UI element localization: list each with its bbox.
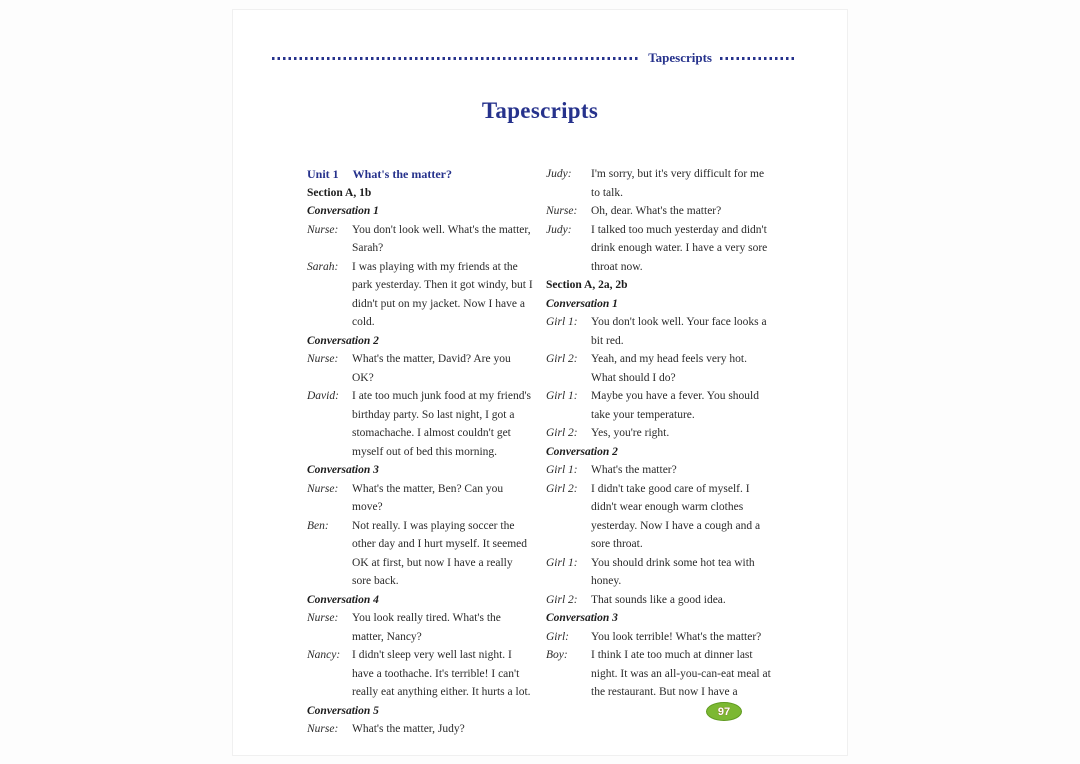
dotted-rule-right xyxy=(720,57,796,60)
speaker-label: Nurse: xyxy=(307,353,339,365)
conversation-heading: Conversation 5 xyxy=(307,704,379,717)
unit-title: What's the matter? xyxy=(352,167,452,181)
conversation-heading: Conversation 1 xyxy=(307,205,379,217)
speaker-label: Nurse: xyxy=(307,482,339,495)
dialogue-line xyxy=(546,221,773,277)
dialogue-text: Maybe you have a fever. You should take your temperature. xyxy=(591,390,760,421)
dialogue-line xyxy=(546,628,773,647)
tapescript-columns xyxy=(307,165,773,739)
speaker-label: Girl: xyxy=(546,630,569,643)
dialogue-text: You don't look well. What's the matter, Sarah? xyxy=(352,223,531,254)
dialogue-text: Not really. I was playing soccer the other day and I hurt myself. It seemed OK at first, but now I have a really sore back. xyxy=(352,519,527,587)
left-column xyxy=(307,165,534,739)
dialogue-line xyxy=(307,646,534,702)
speaker-label: Nurse: xyxy=(307,223,339,236)
dialogue-text: What's the matter? xyxy=(591,464,677,476)
dialogue-line xyxy=(546,313,773,350)
dialogue-line xyxy=(307,350,534,387)
speaker-label: Sarah: xyxy=(307,260,339,273)
dialogue-line xyxy=(546,480,773,554)
speaker-label: Nurse: xyxy=(307,723,339,735)
dialogue-text: I didn't take good care of myself. I didn't wear enough warm clothes yesterday. Now I have a cough and a sore throat. xyxy=(591,482,761,550)
dialogue-text: What's the matter, David? Are you OK? xyxy=(352,353,511,384)
section-heading: Section A, 1b xyxy=(307,186,372,199)
dialogue-text: I think I ate too much at dinner last night. It was an all-you-can-eat meal at the restaurant. But now I have a xyxy=(591,649,771,698)
page-header-rule xyxy=(272,50,796,66)
dialogue-line xyxy=(307,609,534,646)
dialogue-text: I talked too much yesterday and didn't drink enough water. I have a very sore throat now. xyxy=(591,223,768,273)
dialogue-line xyxy=(307,517,534,591)
dialogue-text: You look terrible! What's the matter? xyxy=(591,630,762,643)
conversation-heading: Conversation 2 xyxy=(307,334,379,347)
dialogue-line xyxy=(546,424,773,443)
dialogue-line xyxy=(307,480,534,517)
speaker-label: Girl 1: xyxy=(546,316,578,328)
page-number: 97 xyxy=(717,705,731,718)
dialogue-text: Oh, dear. What's the matter? xyxy=(591,205,722,217)
speaker-label: Nurse: xyxy=(307,612,339,624)
dialogue-line xyxy=(546,202,773,221)
speaker-label: Girl 2: xyxy=(546,353,578,365)
speaker-label: Nurse: xyxy=(546,205,578,217)
speaker-label: Ben: xyxy=(307,519,329,532)
speaker-label: Judy: xyxy=(546,168,572,180)
speaker-label: Girl 1: xyxy=(546,390,578,402)
header-label: Tapescripts xyxy=(648,50,712,65)
speaker-label: Girl 2: xyxy=(546,593,578,606)
unit-heading xyxy=(307,165,534,184)
speaker-label: Girl 2: xyxy=(546,482,578,495)
section-heading: Section A, 2a, 2b xyxy=(546,279,628,291)
speaker-label: David: xyxy=(307,390,339,402)
speaker-label: Girl 1: xyxy=(546,464,578,476)
dialogue-line xyxy=(307,720,534,739)
dialogue-text: You look really tired. What's the matter, Nancy? xyxy=(352,612,501,643)
dialogue-line xyxy=(307,387,534,461)
speaker-label: Boy: xyxy=(546,649,568,661)
dialogue-text: Yeah, and my head feels very hot. What should I do? xyxy=(591,353,747,384)
dialogue-line xyxy=(307,258,534,332)
right-column xyxy=(546,165,773,739)
page-title: Tapescripts xyxy=(481,98,599,123)
page-number-badge xyxy=(706,702,742,721)
dialogue-text: What's the matter, Judy? xyxy=(352,723,465,735)
conversation-heading: Conversation 1 xyxy=(546,297,618,310)
dialogue-line xyxy=(546,350,773,387)
speaker-label: Girl 2: xyxy=(546,427,578,439)
dialogue-line xyxy=(546,554,773,591)
conversation-heading: Conversation 3 xyxy=(307,464,379,476)
dialogue-text: Yes, you're right. xyxy=(591,427,670,439)
dialogue-text: I didn't sleep very well last night. I have a toothache. It's terrible! I can't really eat anything either. It hurts a lot. xyxy=(352,649,531,698)
dialogue-line xyxy=(546,646,773,702)
dialogue-text: I was playing with my friends at the park yesterday. Then it got windy, but I didn't put on my jacket. Now I have a cold. xyxy=(352,260,533,328)
dialogue-line xyxy=(307,221,534,258)
speaker-label: Judy: xyxy=(546,223,572,236)
dialogue-line xyxy=(546,387,773,424)
dialogue-text: You don't look well. Your face looks a bit red. xyxy=(591,316,767,347)
unit-number: Unit 1 xyxy=(307,167,339,181)
dialogue-text: I ate too much junk food at my friend's birthday party. So last night, I got a stomachache. I almost couldn't get myself out of bed this morning. xyxy=(352,390,532,458)
dialogue-text: You should drink some hot tea with honey. xyxy=(591,556,755,587)
conversation-heading: Conversation 3 xyxy=(546,612,618,624)
speaker-label: Nancy: xyxy=(307,649,341,661)
dialogue-text: What's the matter, Ben? Can you move? xyxy=(352,482,504,513)
dialogue-text: That sounds like a good idea. xyxy=(591,593,726,606)
dotted-rule-left xyxy=(272,57,640,60)
dialogue-text: I'm sorry, but it's very difficult for me to talk. xyxy=(591,168,765,199)
speaker-label: Girl 1: xyxy=(546,556,578,569)
dialogue-line xyxy=(546,591,773,610)
conversation-heading: Conversation 2 xyxy=(546,445,618,458)
dialogue-line xyxy=(546,165,773,202)
conversation-heading: Conversation 4 xyxy=(307,593,379,606)
book-page xyxy=(233,10,847,755)
dialogue-line xyxy=(546,461,773,480)
